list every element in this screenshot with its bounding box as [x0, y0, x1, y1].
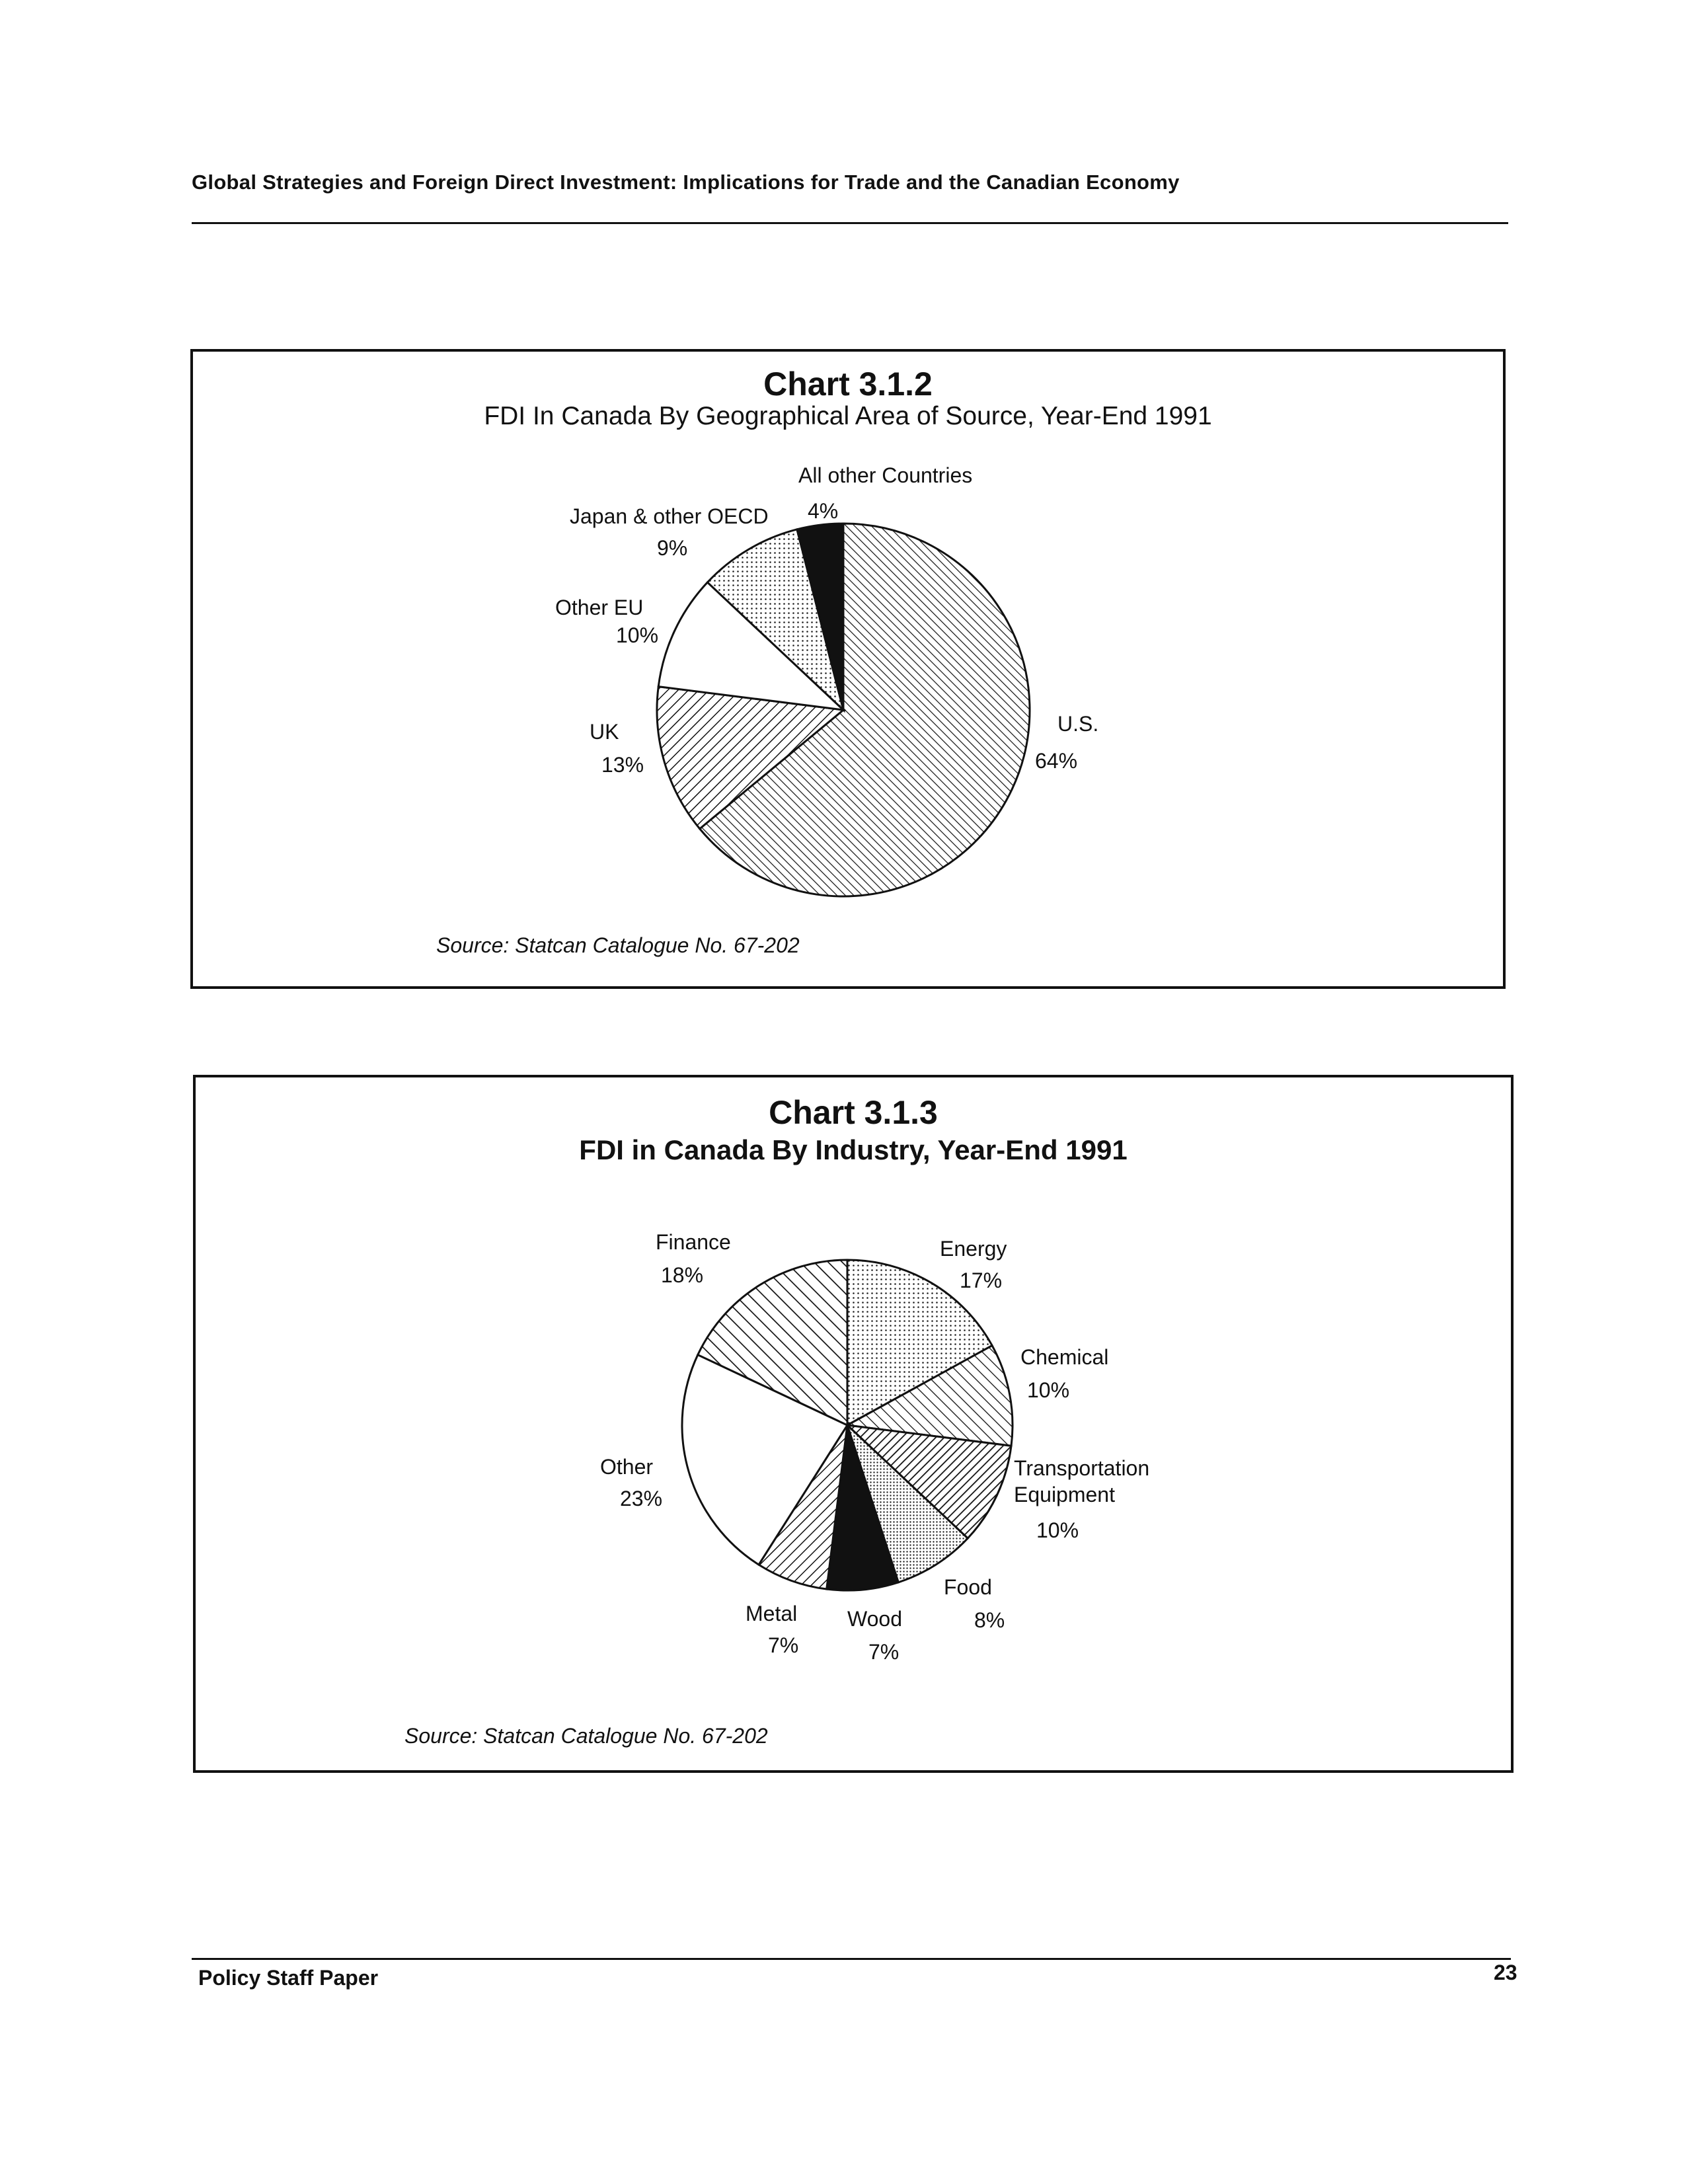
chart-3-1-3-number: Chart 3.1.3: [769, 1094, 938, 1131]
pie-label-other: Other: [600, 1455, 654, 1479]
pie-value-chemical: 10%: [1027, 1378, 1070, 1402]
pie-label-japan-other-oecd: Japan & other OECD: [570, 504, 769, 528]
pie-label-transportation-equipment-line-1: Transportation: [1014, 1456, 1150, 1480]
footer-publication: Policy Staff Paper: [198, 1966, 379, 1990]
chart-3-1-2-number: Chart 3.1.2: [763, 366, 933, 403]
pie-chart-industry: [600, 1230, 1149, 1664]
footer-page-number: 23: [1494, 1961, 1517, 1984]
chart-3-1-2-source: Source: Statcan Catalogue No. 67-202: [436, 933, 800, 957]
pie-label-energy: Energy: [940, 1237, 1007, 1261]
pie-value-japan-other-oecd: 9%: [657, 536, 688, 560]
pie-label-wood: Wood: [847, 1607, 903, 1631]
pie-value-uk: 13%: [601, 753, 644, 777]
pie-value-wood: 7%: [868, 1640, 900, 1664]
pie-label-food: Food: [944, 1575, 992, 1599]
pie-value-other: 23%: [620, 1487, 663, 1510]
pie-value-finance: 18%: [661, 1263, 704, 1287]
pie-label-finance: Finance: [656, 1230, 731, 1254]
pie-value-u-s: 64%: [1035, 749, 1078, 773]
pie-label-chemical: Chemical: [1020, 1345, 1109, 1369]
pie-value-energy: 17%: [960, 1268, 1003, 1292]
pie-value-metal: 7%: [768, 1633, 799, 1657]
pie-value-transportation-equipment: 10%: [1036, 1518, 1079, 1542]
chart-3-1-3-source: Source: Statcan Catalogue No. 67-202: [404, 1724, 768, 1748]
pie-label-metal: Metal: [746, 1602, 798, 1625]
footer-rule: [192, 1958, 1511, 1960]
pie-label-other-eu: Other EU: [555, 596, 644, 619]
pie-chart-geographical-source: [555, 463, 1098, 896]
pie-label-uk: UK: [590, 720, 619, 744]
chart-3-1-3-title: FDI in Canada By Industry, Year-End 1991: [579, 1134, 1128, 1165]
pie-value-all-other-countries: 4%: [808, 499, 839, 523]
pie-label-all-other-countries: All other Countries: [798, 463, 973, 487]
pie-value-other-eu: 10%: [616, 623, 659, 647]
pie-value-food: 8%: [974, 1608, 1005, 1632]
chart-3-1-2-title: FDI In Canada By Geographical Area of Source, Year-End 1991: [484, 402, 1212, 430]
pie-label-transportation-equipment-line-2: Equipment: [1014, 1483, 1115, 1506]
document-header-title: Global Strategies and Foreign Direct Investment: Implications for Trade and the Canadian Economy: [192, 171, 1180, 194]
pie-label-u-s: U.S.: [1057, 712, 1099, 736]
